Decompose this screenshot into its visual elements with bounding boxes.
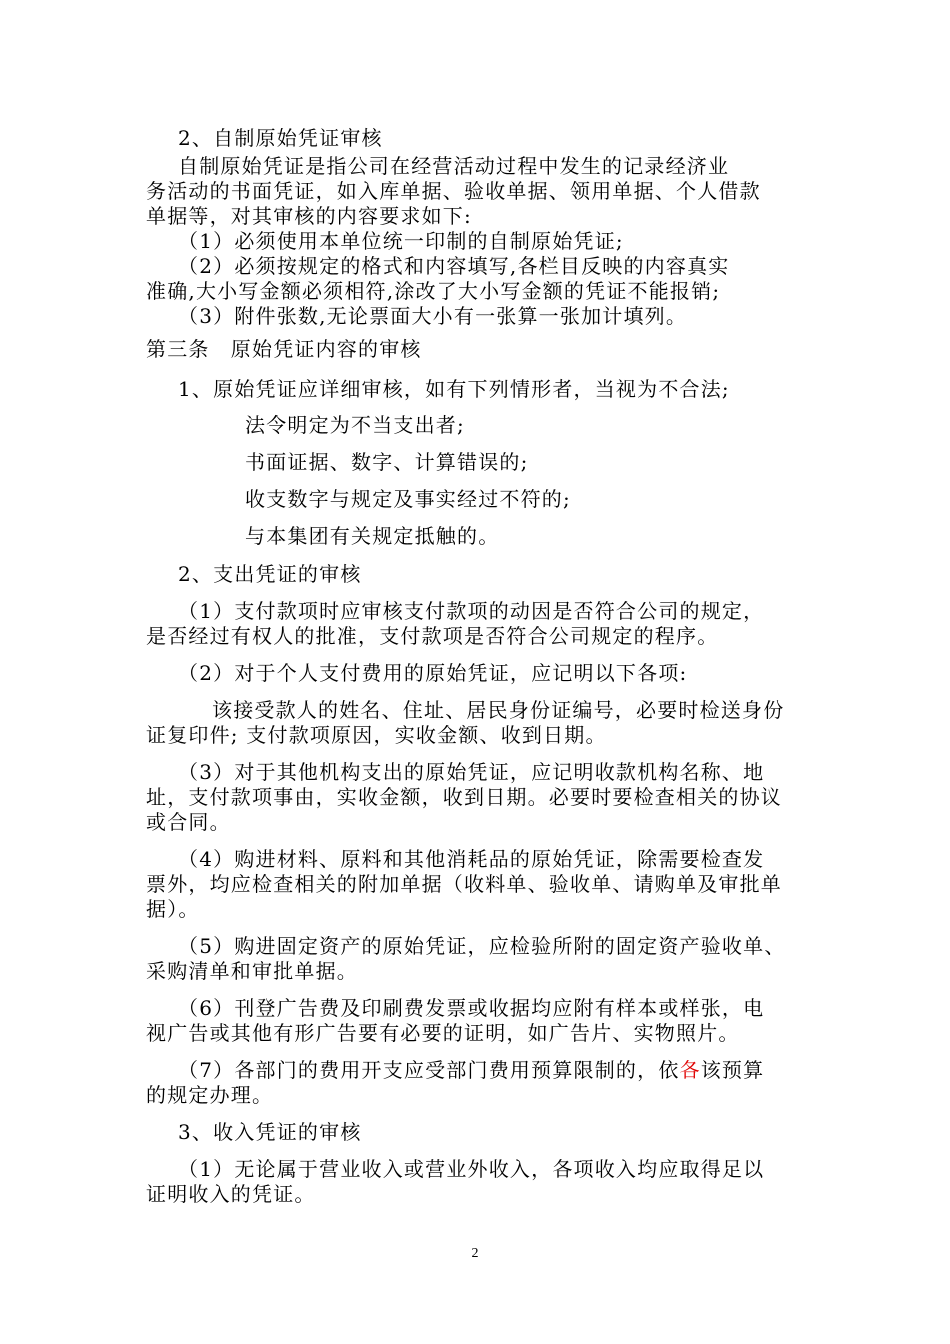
paragraph-line: 单据等，对其审核的内容要求如下:	[146, 204, 472, 228]
list-item-text-after: 该预算	[700, 1058, 765, 1082]
paragraph-line: 票外，均应检查相关的附加单据（收料单、验收单、请购单及审批单	[146, 872, 782, 896]
list-item: （3）附件张数,无论票面大小有一张算一张加计填列。	[178, 304, 688, 328]
paragraph-line: 址，支付款项事由，实收金额，收到日期。必要时要检查相关的协议	[146, 785, 782, 809]
paragraph-line: 务活动的书面凭证，如入库单据、验收单据、领用单据、个人借款	[146, 179, 761, 203]
paragraph-line: 视广告或其他有形广告要有必要的证明，如广告片、实物照片。	[146, 1021, 740, 1045]
paragraph-line: 准确,大小写金额必须相符,涂改了大小写金额的凭证不能报销;	[146, 279, 721, 303]
paragraph-line: 据）。	[146, 897, 200, 921]
list-item: （1）支付款项时应审核支付款项的动因是否符合公司的规定，	[178, 599, 765, 623]
list-item: （1）必须使用本单位统一印制的自制原始凭证;	[178, 229, 624, 253]
paragraph-line: 是否经过有权人的批准，支付款项是否符合公司规定的程序。	[146, 624, 719, 648]
list-item: （3）对于其他机构支出的原始凭证，应记明收款机构名称、地	[178, 760, 765, 784]
article-heading-3: 第三条 原始凭证内容的审核	[146, 337, 422, 361]
paragraph-line: 该接受款人的姓名、住址、居民身份证编号，必要时检送身份	[212, 698, 785, 722]
list-item: （2）必须按规定的格式和内容填写,各栏目反映的内容真实	[178, 254, 730, 278]
list-item: 与本集团有关规定抵触的。	[245, 524, 500, 548]
section-heading-income-voucher: 3、收入凭证的审核	[178, 1120, 362, 1144]
list-item: 书面证据、数字、计算错误的;	[245, 450, 529, 474]
paragraph-line: 或合同。	[146, 810, 231, 834]
section-heading-self-made-voucher: 2、自制原始凭证审核	[178, 126, 383, 150]
highlighted-character: 各	[679, 1058, 701, 1082]
list-item-text-before: （7）各部门的费用开支应受部门费用预算限制的，依	[178, 1058, 680, 1082]
paragraph-line: 证复印件; 支付款项原因，实收金额、收到日期。	[146, 723, 607, 747]
list-item: （6）刊登广告费及印刷费发票或收据均应附有样本或样张，电	[178, 996, 765, 1020]
list-item: 收支数字与规定及事实经过不符的;	[245, 487, 571, 511]
paragraph-line: 采购清单和审批单据。	[146, 959, 358, 983]
page-number: 2	[471, 1246, 479, 1261]
paragraph-line: 1、原始凭证应详细审核，如有下列情形者，当视为不合法;	[178, 377, 730, 401]
list-item: （2）对于个人支付费用的原始凭证，应记明以下各项:	[178, 661, 688, 685]
list-item: （4）购进材料、原料和其他消耗品的原始凭证，除需要检查发	[178, 847, 765, 871]
section-heading-expense-voucher: 2、支出凭证的审核	[178, 562, 362, 586]
list-item: 法令明定为不当支出者;	[245, 413, 465, 437]
paragraph-line: 的规定办理。	[146, 1083, 274, 1107]
paragraph-line: 证明收入的凭证。	[146, 1182, 316, 1206]
paragraph-line: 自制原始凭证是指公司在经营活动过程中发生的记录经济业	[178, 154, 730, 178]
list-item: （1）无论属于营业收入或营业外收入，各项收入均应取得足以	[178, 1157, 765, 1181]
list-item	[178, 1058, 764, 1082]
list-item: （5）购进固定资产的原始凭证，应检验所附的固定资产验收单、	[178, 934, 786, 958]
